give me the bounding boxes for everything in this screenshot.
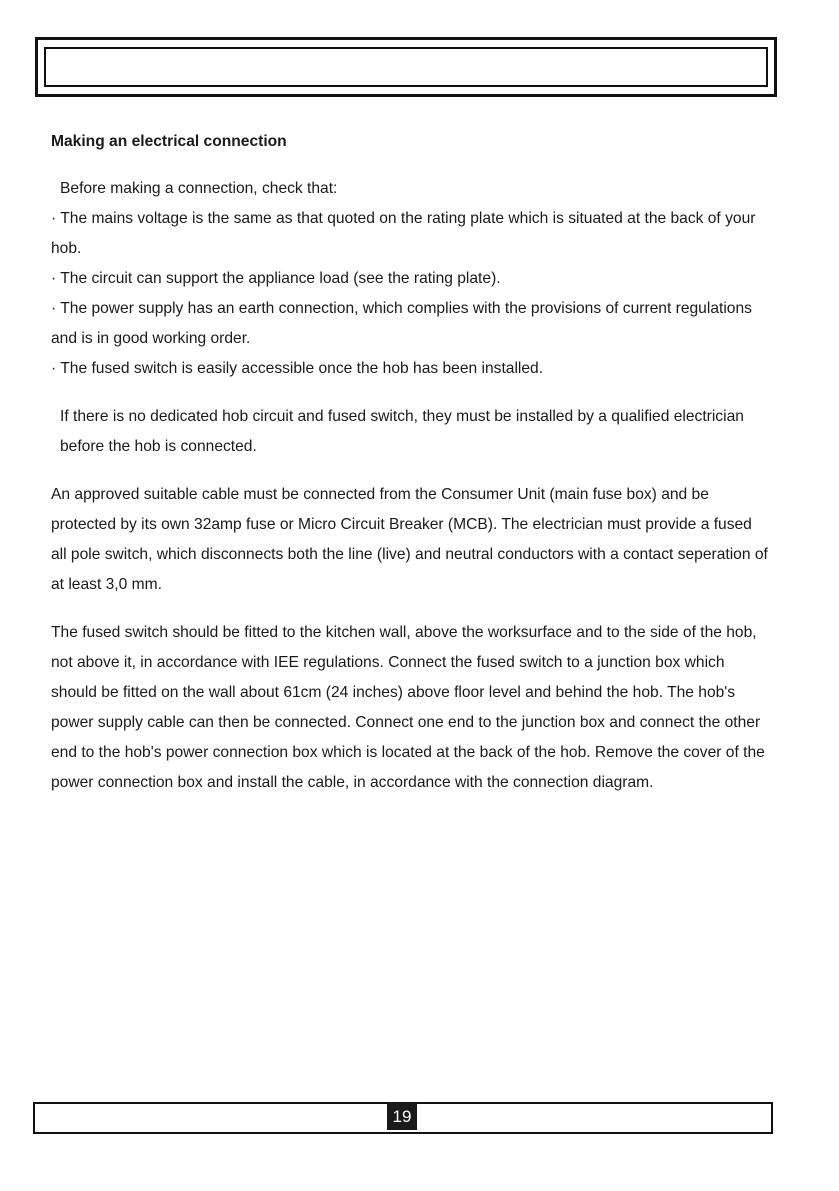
paragraph-fused-switch: The fused switch should be fitted to the kitchen wall, above the worksurface and to the side of the hob, not above it, in accordance with IEE regulations. Connect the fused switch to a junction box which should be fitted on the wall about 61cm (24 inches) above floor level and behind the hob. The hob's power supply cable can then be connected. Connect one end to the junction box and connect the other end to the hob's power connection box which is located at the back of the hob. Remove the cover of the power connection box and install the cable, in accordance with the connection diagram.: [51, 624, 765, 791]
paragraph-dedicated-circuit: If there is no dedicated hob circuit and fused switch, they must be installed by a qualified electrician before the hob is connected.: [60, 408, 744, 455]
check-item-load: · The circuit can support the appliance load (see the rating plate).: [51, 270, 501, 287]
page-number: 19: [387, 1103, 417, 1130]
header-inner-frame: [44, 47, 768, 87]
header-frame: [35, 37, 777, 97]
paragraph-cable: An approved suitable cable must be connected from the Consumer Unit (main fuse box) and be protected by its own 32amp fuse or Micro Circuit Breaker (MCB). The electrician must provide a fused all pole switch, which disconnects both the line (live) and neutral conductors with a contact seperation of at least 3,0 mm.: [51, 486, 768, 593]
check-item-voltage: · The mains voltage is the same as that quoted on the rating plate which is situated at the back of your hob.: [51, 210, 756, 257]
section-title: Making an electrical connection: [51, 133, 287, 150]
check-item-switch: · The fused switch is easily accessible once the hob has been installed.: [51, 360, 544, 377]
check-item-earth: · The power supply has an earth connection, which complies with the provisions of current regulations and is in good working order.: [51, 300, 752, 347]
document-body: [51, 128, 771, 816]
check-intro: Before making a connection, check that:: [60, 180, 338, 197]
check-list: [51, 174, 771, 384]
